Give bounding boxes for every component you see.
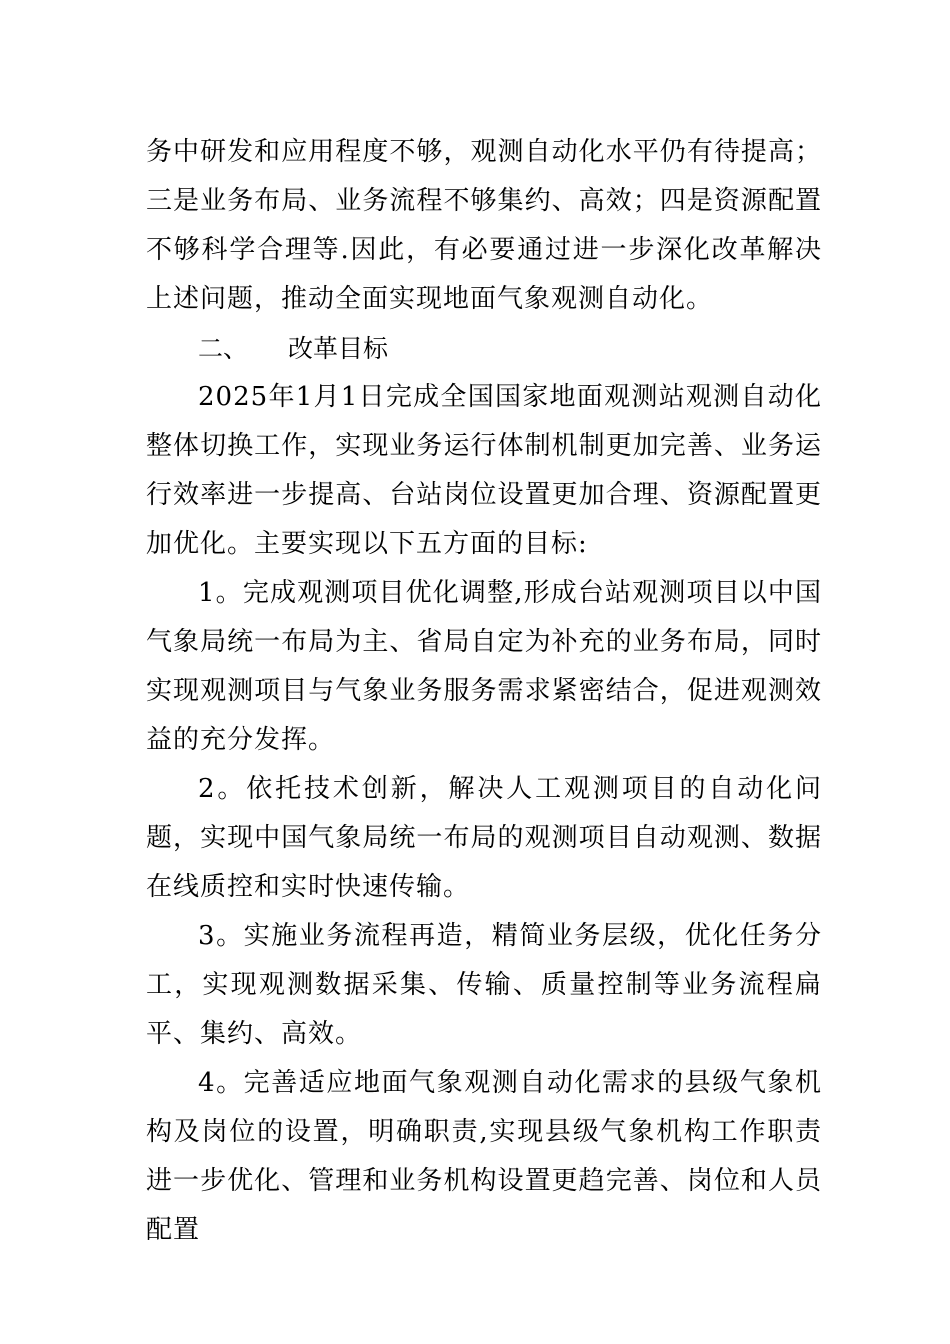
- paragraph-continuation: 务中研发和应用程度不够，观测自动化水平仍有待提高；三是业务布局、业务流程不够集约、高效；四是资源配置不够科学合理等.因此，有必要通过进一步深化改革解决上述问题，推动全面实现地面气象观测自动化。: [146, 137, 822, 314]
- paragraph-goal-1: 1。完成观测项目优化调整,形成台站观测项目以中国气象局统一布局为主、省局自定为补充的业务布局，同时实现观测项目与气象业务服务需求紧密结合，促进观测效益的充分发挥。: [146, 578, 822, 755]
- paragraph-goal-4: 4。完善适应地面气象观测自动化需求的县级气象机构及岗位的设置，明确职责,实现县级气象机构工作职责进一步优化、管理和业务机构设置更趋完善、岗位和人员配置: [146, 1068, 822, 1245]
- paragraph-goal-2: 2。依托技术创新，解决人工观测项目的自动化问题，实现中国气象局统一布局的观测项目自动观测、数据在线质控和实时快速传输。: [146, 774, 822, 902]
- section-title: 改革目标: [288, 334, 389, 363]
- paragraph-goal-3: 3。实施业务流程再造，精简业务层级，优化任务分工，实现观测数据采集、传输、质量控制等业务流程扁平、集约、高效。: [146, 921, 822, 1049]
- section-heading: [146, 324, 822, 373]
- document-body: [146, 128, 822, 1255]
- section-number: 二、: [198, 334, 249, 363]
- paragraph-goal-intro: 2025年1月1日完成全国国家地面观测站观测自动化整体切换工作，实现业务运行体制机制更加完善、业务运行效率进一步提高、台站岗位设置更加合理、资源配置更加优化。主要实现以下五方面的目标:: [146, 382, 822, 559]
